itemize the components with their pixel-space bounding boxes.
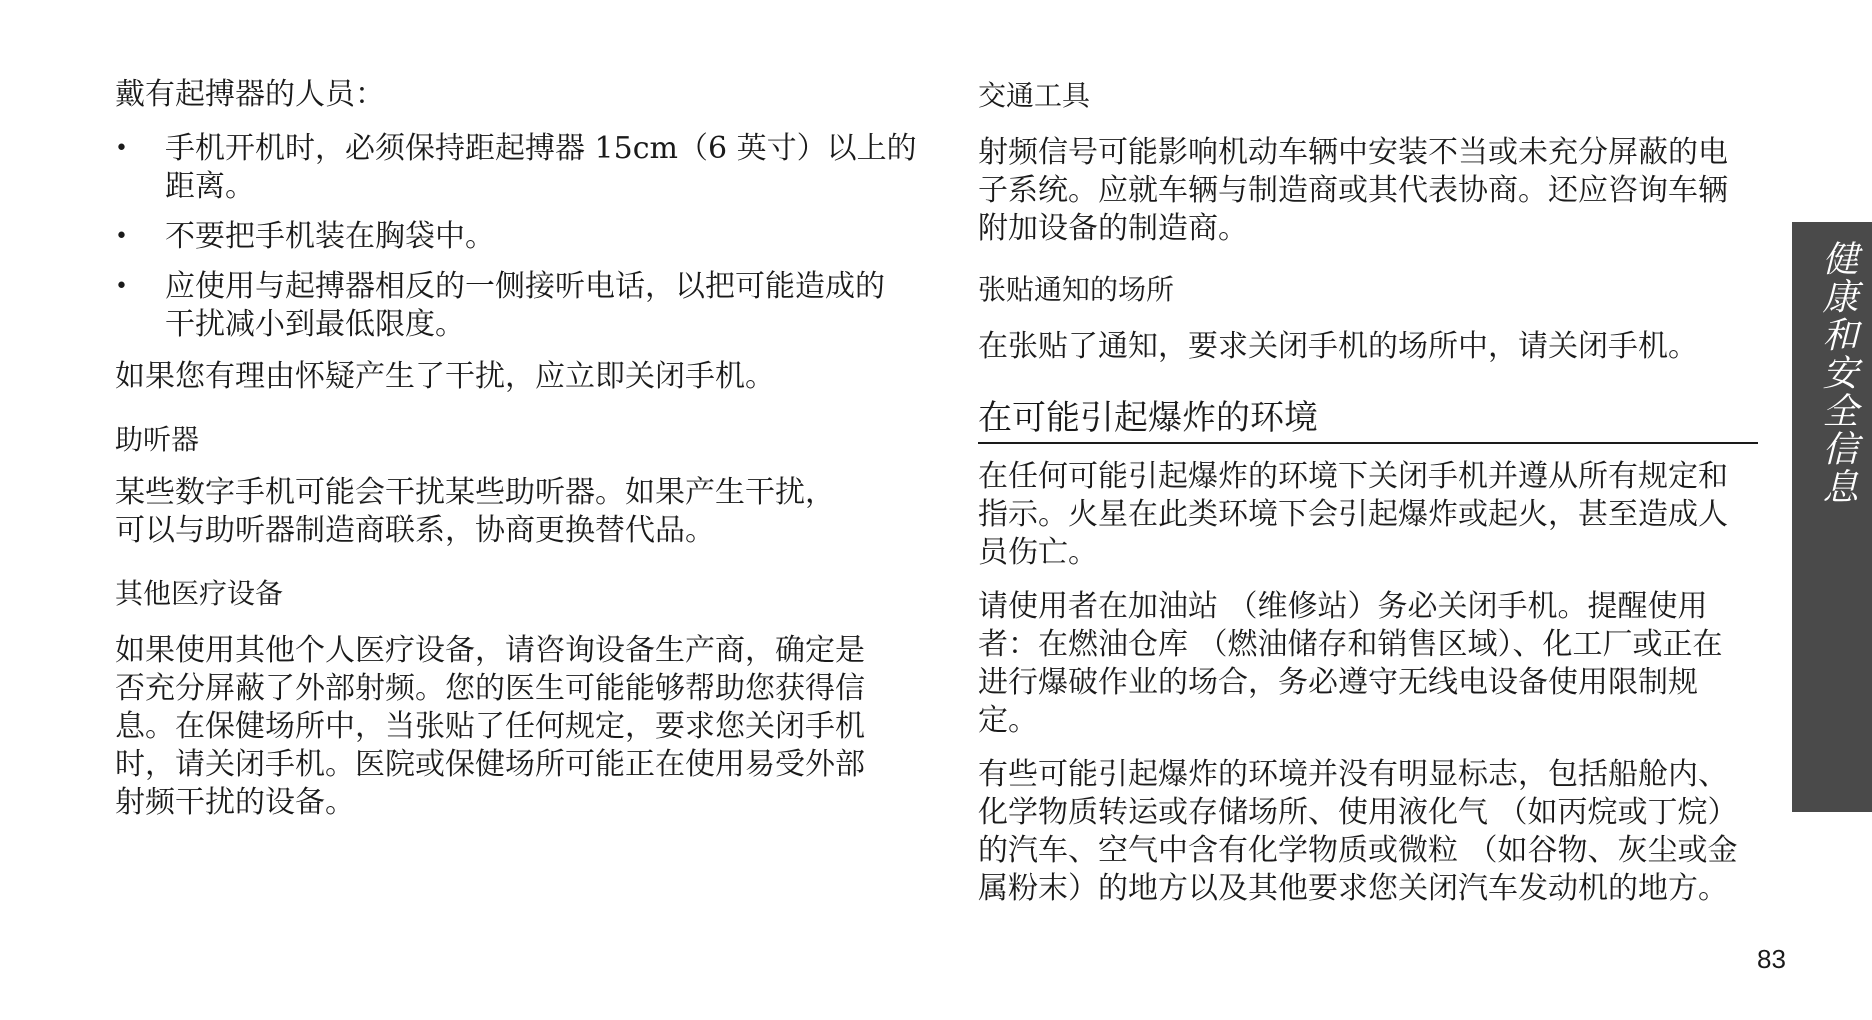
paragraph-line: 可以与助听器制造商联系，协商更换替代品。 (115, 513, 715, 548)
paragraph-line: 在张贴了通知，要求关闭手机的场所中，请关闭手机。 (978, 329, 1698, 364)
hearing-aid-title: 助听器 (115, 423, 200, 456)
vehicles-title: 交通工具 (978, 79, 1091, 112)
paragraph-line: 射频信号可能影响机动车辆中安装不当或未充分屏蔽的电 (978, 135, 1728, 170)
paragraph-line: 在任何可能引起爆炸的环境下关闭手机并遵从所有规定和 (978, 459, 1728, 494)
paragraph-line: 射频干扰的设备。 (115, 785, 355, 820)
paragraph-line: 息。在保健场所中，当张贴了任何规定，要求您关闭手机 (115, 709, 865, 744)
bullet-text-line: 距离。 (165, 169, 255, 204)
bullet-text-line: 手机开机时，必须保持距起搏器 15cm（6 英寸）以上的 (165, 131, 917, 166)
section-divider (978, 442, 1758, 444)
bullet-text-line: 干扰减小到最低限度。 (165, 307, 465, 342)
paragraph-line: 化学物质转运或存储场所、使用液化气 （如丙烷或丁烷） (978, 795, 1738, 830)
bullet-text-line: 不要把手机装在胸袋中。 (165, 219, 495, 254)
paragraph-line: 属粉末）的地方以及其他要求您关闭汽车发动机的地方。 (978, 871, 1728, 906)
pacemaker-note: 如果您有理由怀疑产生了干扰，应立即关闭手机。 (115, 359, 775, 394)
paragraph-line: 者：在燃油仓库 （燃油储存和销售区域）、化工厂或正在 (978, 627, 1723, 662)
medical-devices-title: 其他医疗设备 (115, 577, 284, 610)
paragraph-line: 有些可能引起爆炸的环境并没有明显标志，包括船舱内、 (978, 757, 1728, 792)
paragraph-line: 的汽车、空气中含有化学物质或微粒 （如谷物、灰尘或金 (978, 833, 1738, 868)
bullet-icon: • (115, 224, 128, 249)
section-title-explosive: 在可能引起爆炸的环境 (978, 398, 1318, 438)
paragraph-line: 定。 (978, 703, 1038, 738)
paragraph-line: 某些数字手机可能会干扰某些助听器。如果产生干扰， (115, 475, 835, 510)
page-number: 83 (1757, 944, 1786, 974)
side-tab (1792, 222, 1872, 812)
paragraph-line: 附加设备的制造商。 (978, 211, 1248, 246)
paragraph-line: 进行爆破作业的场合，务必遵守无线电设备使用限制规 (978, 665, 1698, 700)
paragraph-line: 否充分屏蔽了外部射频。您的医生可能能够帮助您获得信 (115, 671, 865, 706)
paragraph-line: 子系统。应就车辆与制造商或其代表协商。还应咨询车辆 (978, 173, 1728, 208)
paragraph-line: 时，请关闭手机。医院或保健场所可能正在使用易受外部 (115, 747, 865, 782)
pacemaker-heading: 戴有起搏器的人员： (115, 77, 385, 112)
side-tab-label: 健康和安全信息 (1817, 240, 1858, 506)
paragraph-line: 指示。火星在此类环境下会引起爆炸或起火，甚至造成人 (978, 497, 1728, 532)
paragraph-line: 请使用者在加油站 （维修站）务必关闭手机。提醒使用 (978, 589, 1708, 624)
bullet-icon: • (115, 274, 128, 299)
posted-notice-title: 张贴通知的场所 (978, 273, 1175, 306)
paragraph-line: 如果使用其他个人医疗设备，请咨询设备生产商，确定是 (115, 633, 865, 668)
bullet-icon: • (115, 136, 128, 161)
bullet-text-line: 应使用与起搏器相反的一侧接听电话，以把可能造成的 (165, 269, 885, 304)
paragraph-line: 员伤亡。 (978, 535, 1098, 570)
